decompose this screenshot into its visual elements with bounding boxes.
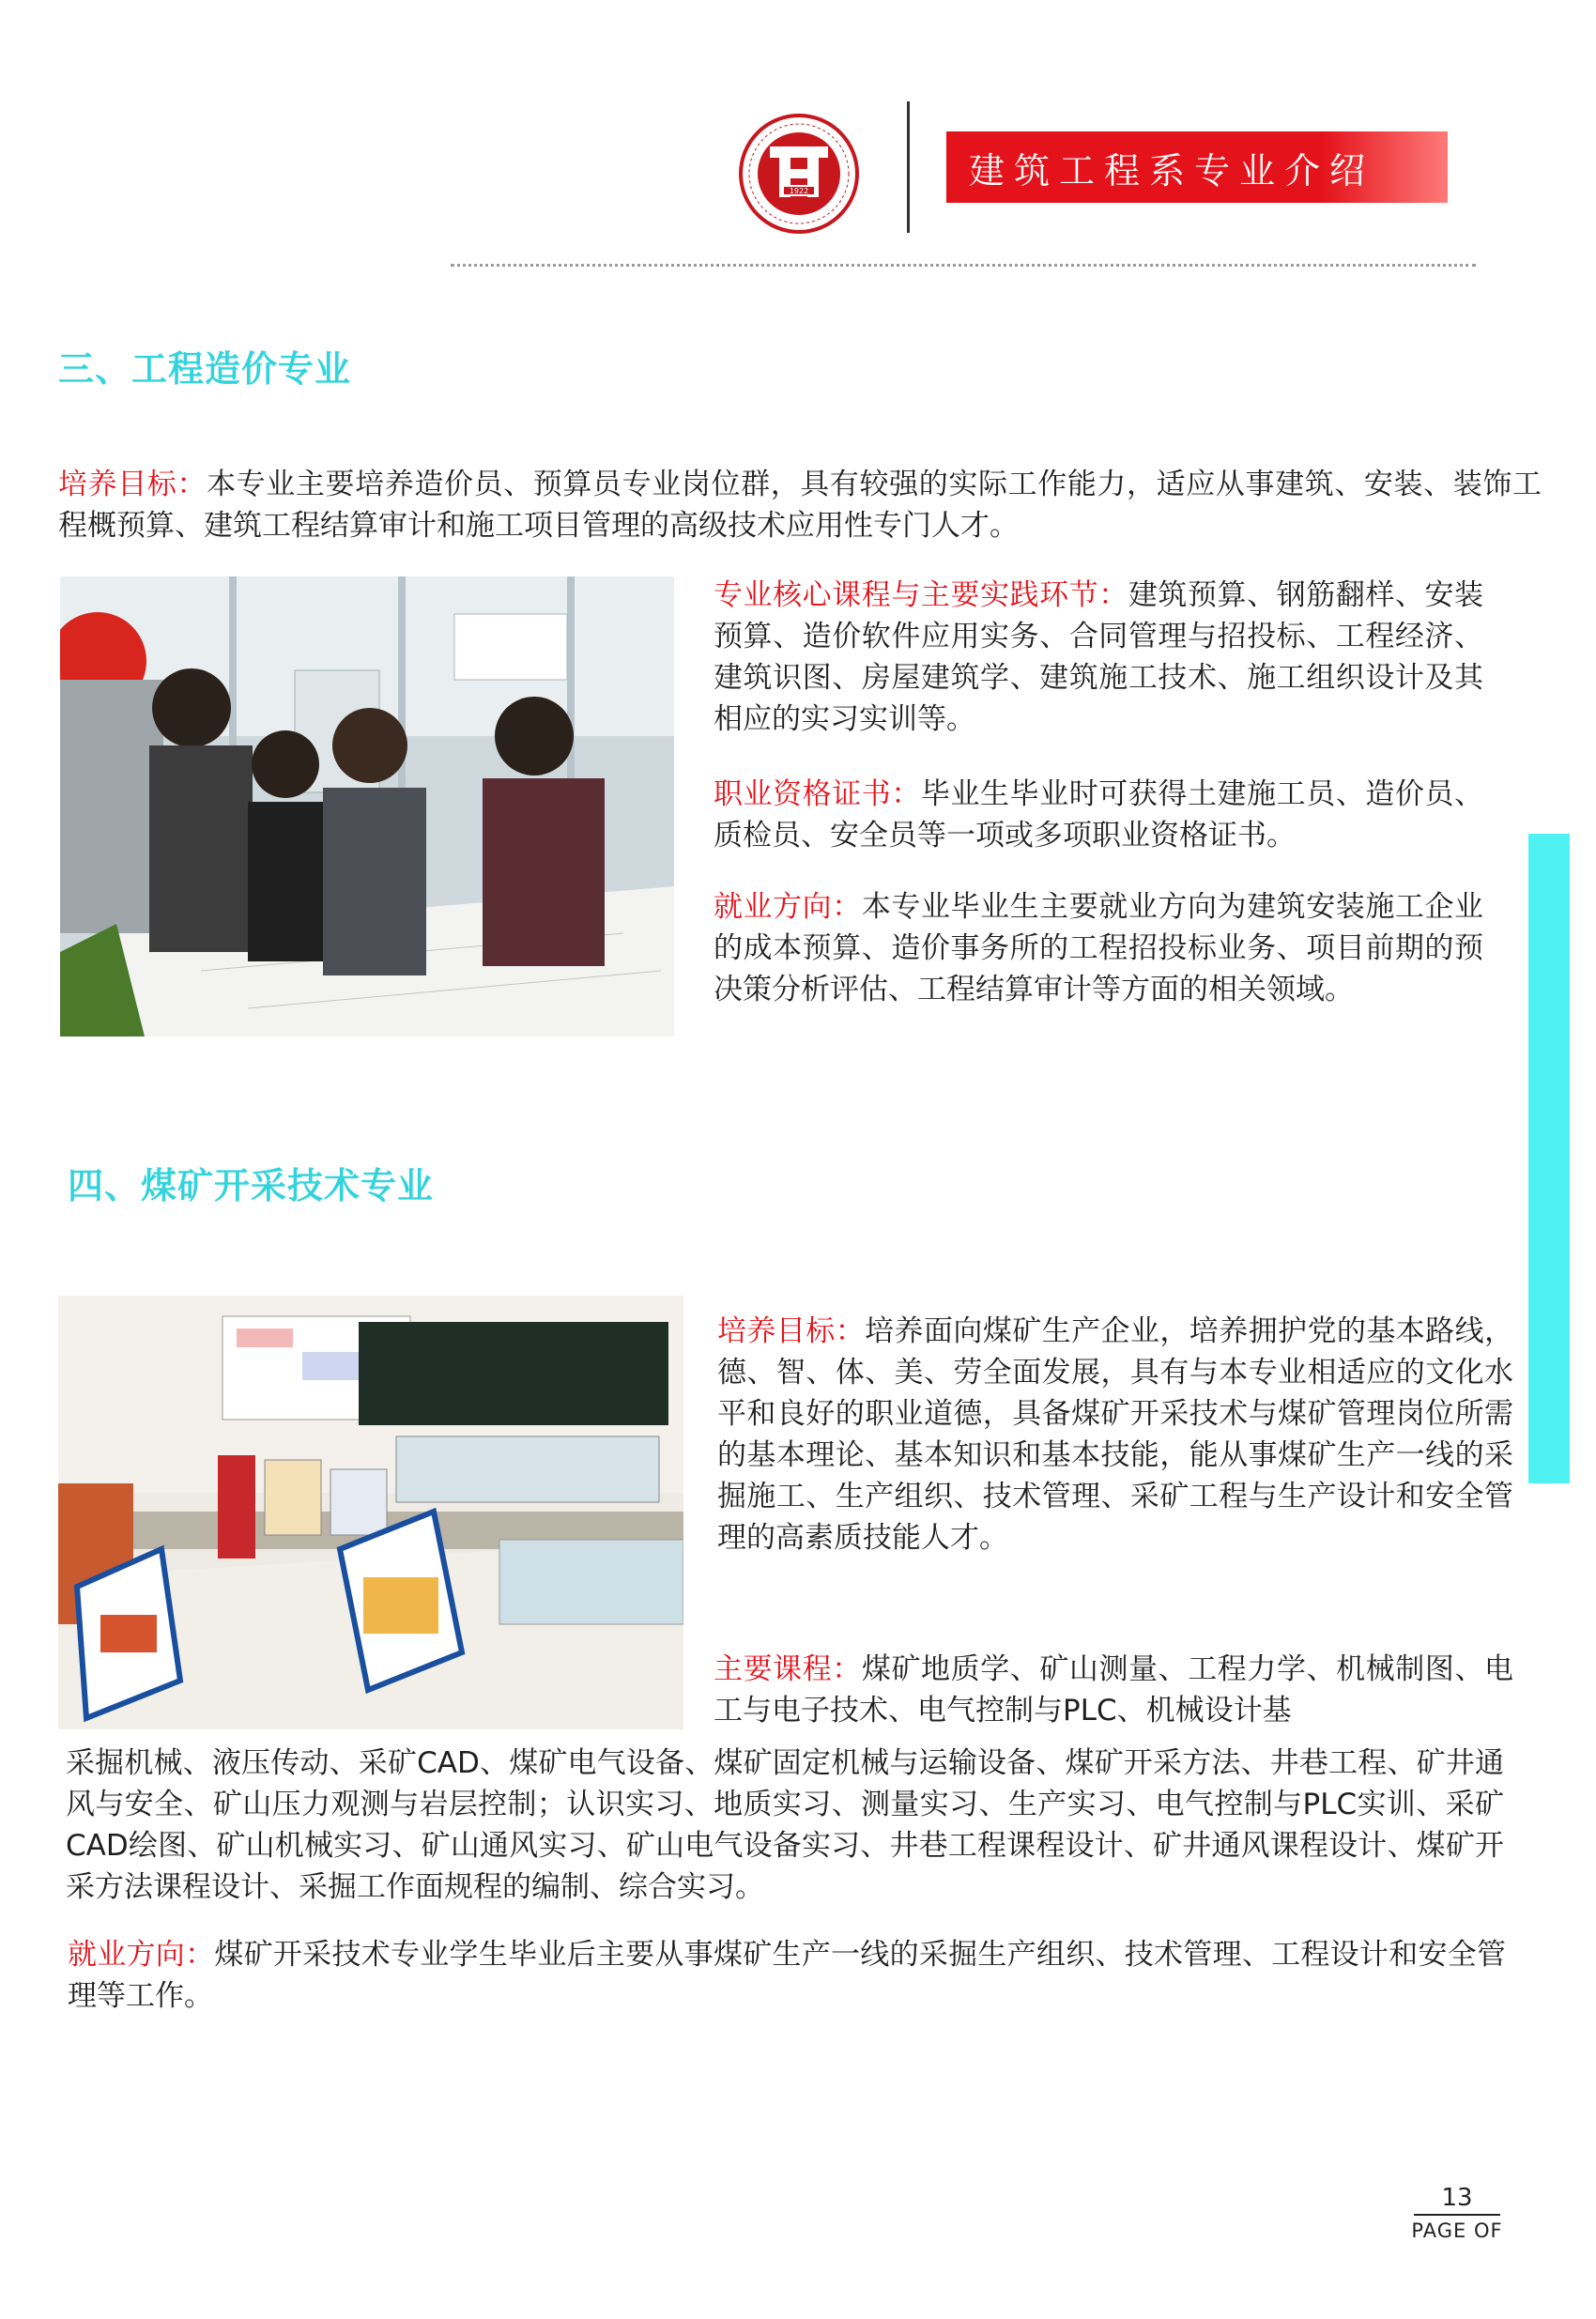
section4-lab-photo xyxy=(58,1296,683,1729)
section3-career xyxy=(714,886,1483,1010)
section3-courses xyxy=(714,575,1483,740)
section3-career-text: 本专业毕业生主要就业方向为建筑安装施工企业的成本预算、造价事务所的工程招投标业务、项目前期的预决策分析评估、工程结算审计等方面的相关领域。 xyxy=(714,890,1484,1006)
logo-year: 1922 xyxy=(789,187,809,195)
section4-courses-part1 xyxy=(714,1649,1513,1731)
header-banner xyxy=(946,131,1448,203)
section3-courses-label: 专业核心课程与主要实践环节： xyxy=(714,578,1128,612)
header-dotted-rule xyxy=(451,264,1476,267)
section3-goal-label: 培养目标： xyxy=(58,468,207,501)
section3-title: 三、工程造价专业 xyxy=(58,348,352,390)
section4-courses-label: 主要课程： xyxy=(714,1652,862,1686)
section4-career-label: 就业方向： xyxy=(68,1938,215,1972)
section3-courses-text: 建筑预算、钢筋翻样、安装预算、造价软件应用实务、合同管理与招投标、工程经济、建筑识图、房屋建筑学、建筑施工技术、施工组织设计及其相应的实习实训等。 xyxy=(714,578,1484,736)
section4-goal xyxy=(717,1311,1513,1559)
section3-goal xyxy=(58,464,1542,546)
section3-certificate-label: 职业资格证书： xyxy=(714,777,921,811)
section4-goal-label: 培养目标： xyxy=(717,1314,866,1348)
section4-career-text: 煤矿开采技术专业学生毕业后主要从事煤矿生产一线的采掘生产组织、技术管理、工程设计和安全管理等工作。 xyxy=(68,1938,1507,2013)
section4-goal-text: 培养面向煤矿生产企业，培养拥护党的基本路线，德、智、体、美、劳全面发展，具有与本专业相适应的文化水平和良好的职业道德，具备煤矿开采技术与煤矿管理岗位所需的基本理论、基本知识和基本技能，能从事煤矿生产一线的采掘施工、生产组织、技术管理、采矿工程与生产设计和安全管理的高素质技能人才。 xyxy=(717,1314,1514,1555)
page-of-label: PAGE OF xyxy=(1411,2219,1503,2242)
section3-classroom-photo xyxy=(60,576,674,1037)
page-number-rule xyxy=(1414,2214,1500,2216)
section4-courses-text-2: 采掘机械、液压传动、采矿CAD、煤矿电气设备、煤矿固定机械与运输设备、煤矿开采方法、井巷工程、矿井通风与安全、矿山压力观测与岩层控制；认识实习、地质实习、测量实习、生产实习、电气控制与PLC实训、采矿CAD绘图、矿山机械实习、矿山通风实习、矿山电气设备实习、井巷工程课程设计、矿井通风课程设计、煤矿开采方法课程设计、采掘工作面规程的编制、综合实习。 xyxy=(66,1746,1504,1904)
side-tab xyxy=(1528,834,1570,1483)
school-logo xyxy=(738,113,860,235)
header-divider xyxy=(907,101,910,233)
section4-courses-text-1: 煤矿地质学、矿山测量、工程力学、机械制图、电工与电子技术、电气控制与PLC、机械设计基 xyxy=(714,1652,1514,1728)
section3-certificate-text: 毕业生毕业时可获得土建施工员、造价员、质检员、安全员等一项或多项职业资格证书。 xyxy=(714,777,1483,852)
page-number: 13 xyxy=(1441,2184,1473,2212)
section3-career-label: 就业方向： xyxy=(714,890,862,924)
section4-courses-part2 xyxy=(66,1743,1504,1908)
section3-certificate xyxy=(714,774,1483,856)
section3-goal-text: 本专业主要培养造价员、预算员专业岗位群，具有较强的实际工作能力，适应从事建筑、安装、装饰工程概预算、建筑工程结算审计和施工项目管理的高级技术应用性专门人才。 xyxy=(58,468,1542,543)
section4-title: 四、煤矿开采技术专业 xyxy=(68,1165,435,1206)
section4-career xyxy=(68,1934,1506,2017)
header-banner-text: 建筑工程系专业介绍 xyxy=(969,149,1375,192)
